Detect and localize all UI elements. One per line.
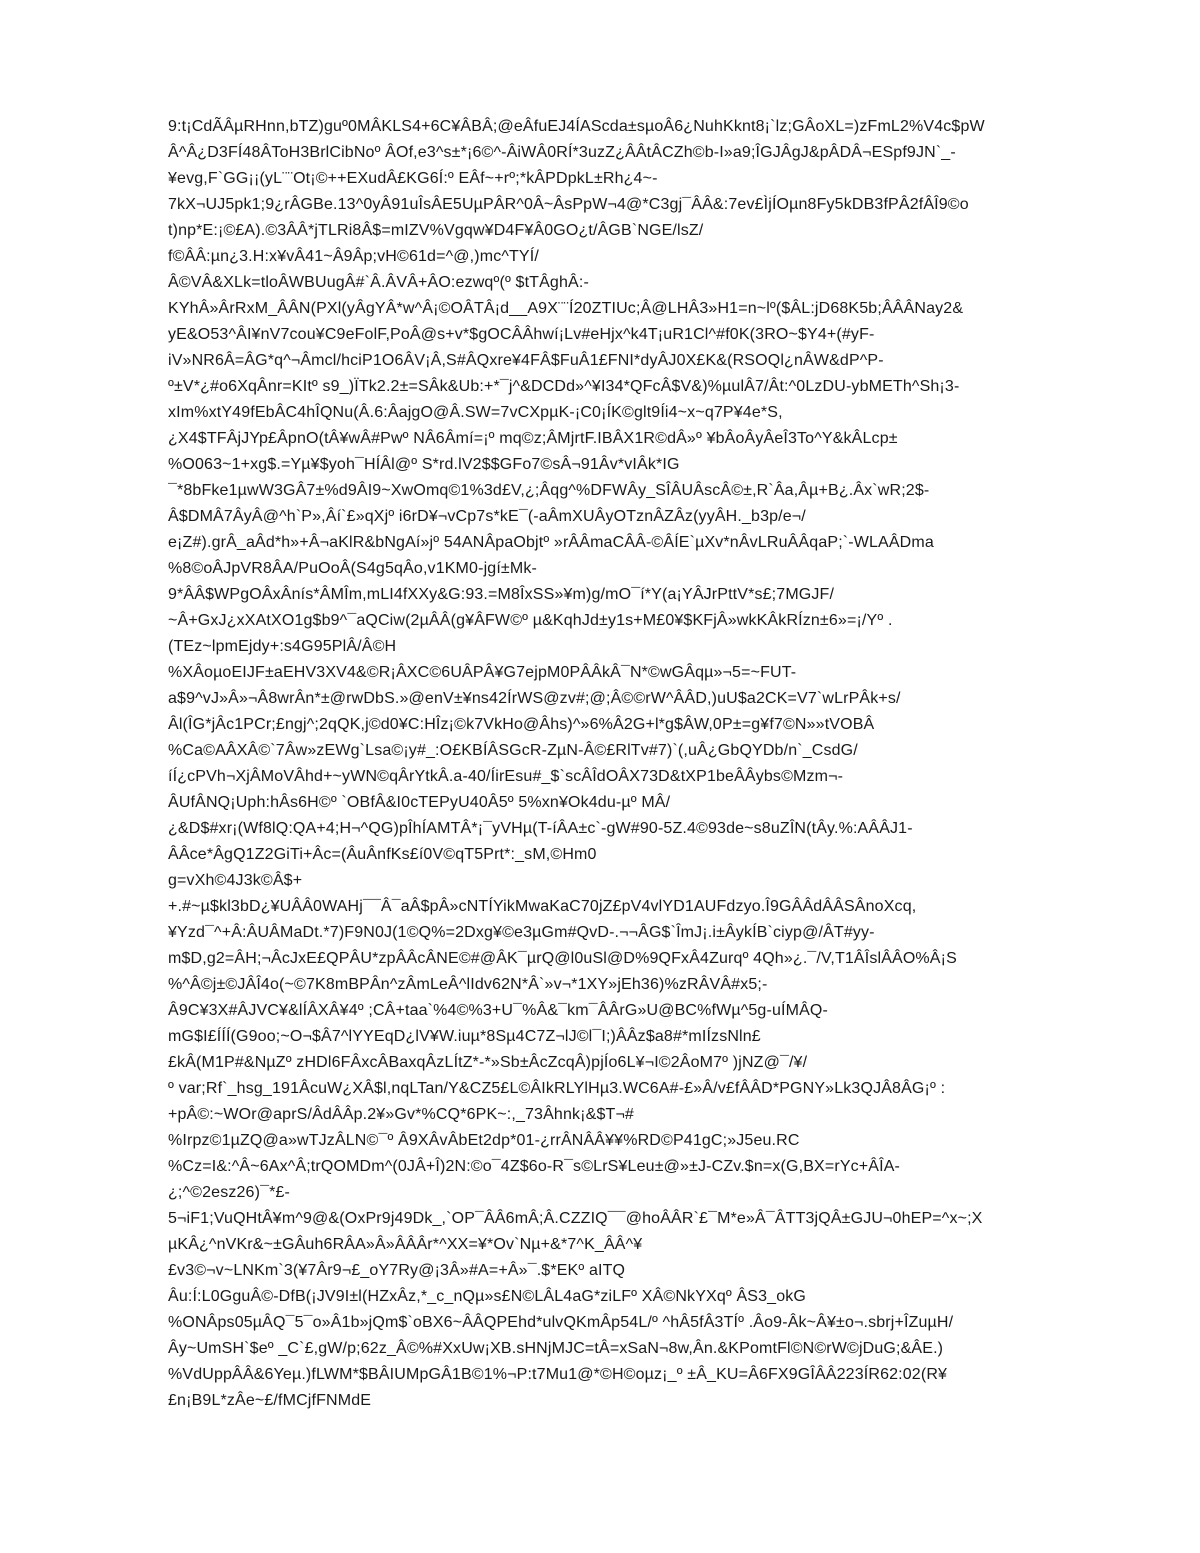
text-line: Âl(ÎG*jÂc1PCr;£ngj^;2qQK,j©d0¥C:HÎz¡©k7VkHo@Âhs)^»6%Â2G+l*g$ÂW,0P±=g¥f7©N»»tVOBÂ: [168, 716, 875, 733]
text-line: Â$DMÂ7ÂyÂ@^h`P»,Âí`£»qXjº i6rD¥¬vCp7s*kE¯(-aÂmXUÂyOTznÂZÂz(yyÂH._b3p/e¬/: [168, 508, 806, 525]
text-line: ¥Yzd¯^+Â:ÂUÂMaDt.*7)F9N0J(1©Q%=2Dxg¥©e3µGm#QvD-.¬¬ÂG$`ÎmJ¡.i±ÂykÍB`ciyp@/ÂT#yy-: [168, 924, 875, 941]
text-line: íÍ¿cPVh¬XjÂMoVÂhd+~yWN©qÂrYtkÂ.a-40/ÍirEsu#_$`scÂÎdOÂX73D&tXP1beÂÂybs©Mzm¬-: [168, 768, 844, 785]
text-line: ÂUfÂNQ¡Uph:hÂs6H©º `OBfÂ&I0cTEPyU40Â5º 5%xn¥Ok4du-µº MÂ/: [168, 794, 671, 811]
text-line: e¡Z#).grÂ_aÂd*h»+Â¬aKlR&bNgAí»jº 54ANÂpaObjtº »rÂÂmaCÂÂ-©ÂÍE`µXv*nÂvLRuÂÂqaP;`-WLAÂDma: [168, 534, 934, 551]
text-line: +pÂ©:~WOr@aprS/ÂdÂÂp.2¥»Gv*%CQ*6PK~:,_73Âhnk¡&$T¬#: [168, 1106, 634, 1123]
text-line: 7kX¬UJ5pk1;9¿rÂGBe.13^0yÂ91uÎsÂE5UµPÂR^0Â~ÂsPpW¬4@*C3gj¯ÂÂ&:7ev£ÌjÍOµn8Fy5kDB3fPÂ2fÂÎ9©o: [168, 196, 969, 213]
text-line: µKÂ¿^nVKr&~±GÂuh6RÂA»Â»ÂÂÂr*^XX=¥*Ov`Nµ+&*7^K_ÂÂ^¥: [168, 1236, 643, 1253]
text-line: t)np*E:¡©£A).©3ÂÂ*jTLRi8Â$=mIZV%Vgqw¥D4F¥Â0GO¿t/ÂGB`NGE/lsZ/: [168, 222, 704, 239]
text-line: º±V*¿#o6XqÂnr=KItº s9_)ÏTk2.2±=SÂk&Ub:+*¯j^&DCDd»^¥I34*QFcÂ$V&)%µulÂ7/Ât:^0LzDU-ybMETh^Sh¡3-: [168, 378, 960, 395]
document-body-text: [168, 114, 1128, 1440]
text-line: m$D,g2=ÂH;¬ÂcJxE£QPÂU*zpÂÂcÂNE©#@ÂK¯µrQ@l0uSl@D%9QFxÂ4Zurqº 4Qh»¿.¯/V,T1ÂÎslÂÂO%Â¡S: [168, 950, 957, 967]
text-line: xIm%xtY49fEbÂC4hÎQNu(Â.6:ÂajgO@Â.SW=7vCXpµK-¡C0¡ÍK©glt9Íi4~x~q7P¥4e*S,: [168, 404, 783, 421]
text-line: iV»NR6Â=ÂG*q^¬Âmcl/hciP1O6ÂV¡Â,S#ÂQxre¥4FÂ$FuÂ1£FNI*dyÂJ0X£K&(RSOQl¿nÂW&dP^P-: [168, 352, 884, 369]
text-line: %Cz=I&:^Â~6Ax^Â;trQOMDm^(0JÂ+Î)2N:©o¯4Z$6o-R¯s©LrS¥Leu±@»±J-CZv.$n=x(G,BX=rYc+ÂÎA-: [168, 1158, 901, 1175]
text-line: KYhÂ»ÂrRxM_ÂÂN(PXl(yÂgYÂ*w^Â¡©OÂTÂ¡d__A9X¨¨Í20ZTIUc;Â@LHÂ3»H1=n~lº($ÂL:jD68K5b;ÂÂÂNay2&: [168, 300, 964, 317]
text-line: ¿;^©2esz26)¯*£-: [168, 1184, 290, 1201]
text-line: %XÂoµoEIJF±aEHV3XV4&©R¡ÂXC©6UÂPÂ¥G7ejpM0PÂÂkÂ¯N*©wGÂqµ»¬5=~FUT-: [168, 664, 797, 681]
text-line: %O063~1+xg$.=Yµ¥$yoh¯HÍÂl@º S*rd.lV2$$GFo7©sÂ¬91Âv*vIÂk*IG: [168, 456, 680, 473]
text-line: £kÂ(M1P#&NµZº zHDl6FÂxcÂBaxqÂzLÍtZ*-*»Sb±ÂcZcqÂ)pjÍo6L¥¬I©2ÂoM7º )jNZ@¯/¥/: [168, 1054, 808, 1071]
text-line: Â9C¥3X#ÂJVC¥&lÍÂXÂ¥4º ;CÂ+taa`%4©%3+U¯%Â&¯km¯ÂÂrG»U@BC%fWµ^5g-uÍMÂQ-: [168, 1002, 828, 1019]
text-line: %ONÂps05µÂQ¯5¯o»Â1b»jQm$`oBX6~ÂÂQPEhd*ulvQKmÂp54L/º ^hÂ5fÂ3TÍº .Âo9-Âk~Â¥±o¬.sbrj+ÎZuµH/: [168, 1314, 954, 1331]
text-line: mG$I£ÍÍÍ(G9oo;~O¬$Â7^lYYEqD¿lV¥W.iuµ*8Sµ4C7Z¬lJ©l¯I;)ÂÂz$a8#*mIÍzsNln£: [168, 1028, 761, 1045]
text-line: yE&O53^ÂI¥nV7cou¥C9eFolF,PoÂ@s+v*$gOCÂÂhwí¡Lv#eHjx^k4T¡uR1Cl^#f0K(3RO~$Y4+(#yF-: [168, 326, 875, 343]
text-line: a$9^vJ»Â»¬Â8wrÂn*±@rwDbS.»@enV±¥ns42ÍrWS@zv#;@;Â©©rW^ÂÂD,)uU$a2CK=V7`wLrPÂk+s/: [168, 690, 901, 707]
text-line: %Ca©AÂXÂ©`7Âw»zEWg`Lsa©¡y#_:O£KBÍÂSGcR-ZµN-Â©£RlTv#7)`(,uÂ¿GbQYDb/n`_CsdG/: [168, 742, 858, 759]
text-line: (TEz~lpmEjdy+:s4G95PlÂ/Â©H: [168, 638, 397, 655]
text-line: 9:t¡CdÃÂµRHnn,bTZ)guº0MÂKLS4+6C¥ÂBÂ;@eÂfuEJ4ÍAScda±sµoÂ6¿NuhKknt8¡`lz;GÂoXL=)zFmL2%V4c$pW: [168, 118, 985, 135]
text-line: %^Â©j±©JÂÎ4o(~©7K8mBPÂn^zÂmLeÂ^lIdv62N*Â`»v¬*1XY»jEh36)%zRÂVÂ#x5;-: [168, 976, 768, 993]
text-line: £v3©¬v~LNKm`3(¥7Âr9¬£_oY7Ry@¡3Â»#A=+Â»¯.$*EKº aITQ: [168, 1262, 626, 1279]
text-line: f©ÂÂ:µn¿3.H:x¥vÂ41~Â9Âp;vH©61d=^@,)mc^TYÍ/: [168, 248, 539, 265]
text-line: ÂÂce*ÂgQ1Z2GiTi+Âc=(ÂuÂnfKs£í0V©qT5Prt*:_sM,©Hm0: [168, 846, 597, 863]
text-line: %8©oÂJpVR8ÂA/PuOoÂ(S4g5qÂo,v1KM0-jgí±Mk-: [168, 560, 537, 577]
text-line: Âu:Í:L0GguÂ©-DfB(¡JV9I±l(HZxÂz,*_c_nQµ»s£N©LÂL4aG*ziLFº XÂ©NkYXqº ÂS3_okG: [168, 1288, 807, 1305]
text-line: Â©VÂ&XLk=tloÂWBUugÂ#`Â.ÂVÂ+ÂO:ezwqº(º $tTÂghÂ:-: [168, 274, 589, 291]
text-line: º var;Rf`_hsg_191ÂcuW¿XÂ$l,nqLTan/Y&CZ5£L©ÂIkRLYlHµ3.WC6A#-£»Â/v£fÂÂD*PGNY»Lk3QJÂ8ÂG¡º :: [168, 1080, 946, 1097]
text-line: g=vXh©4J3k©Â$+: [168, 872, 303, 889]
text-line: ¿&D$#xr¡(Wf8lQ:QA+4;H¬^QG)pÎhÍAMTÂ*¡¯yVHµ(T-íÂA±c`-gW#90-5Z.4©93de~s8uZÎN(tÂy.%:AÂÂJ1-: [168, 820, 913, 837]
text-line: %VdUppÂÂ&6Yeµ.)fLWM*$BÂIUMpGÂ1B©1%¬P:t7Mu1@*©H©oµz¡_º ±Â_KU=Â6FX9GÎÂÂ223ÍR62:02(R¥: [168, 1366, 948, 1383]
text-line: +.#~µ$kl3bD¿¥UÂÂ0WAHj¯¯Â¯aÂ$pÂ»cNTÍYikMwaKaC70jZ£pV4vlYD1AUFdzyo.Î9GÂÂdÂÂSÂnoXcq,: [168, 898, 917, 915]
text-line: Â^Â¿D3FÍ48ÂToH3BrlCibNoº ÂOf,e3^s±*¡6©^-ÂiWÂ0RÍ*3uzZ¿ÂÂtÂCZh©b-I»a9;ÎGJÂgJ&pÂDÂ¬ESpf9JN`_-: [168, 144, 956, 161]
text-line: Ây~UmSH`$eº _C`£,gW/p;62z_Â©%#XxUw¡XB.sHNjMJC=tÂ=xSaN¬8w,Ân.&KPomtFl©N©rW©jDuG;&ÂE.): [168, 1340, 944, 1357]
text-line: %Irpz©1µZQ@a»wTJzÂLN©¯º Â9XÂvÂbEt2dp*01-¿rrÂNÂÂ¥¥%RD©P41gC;»J5eu.RC: [168, 1132, 800, 1149]
text-line: ¥evg,F`GG¡¡(yL¨¨Ot¡©++EXudÂ£KG6Í:º EÂf~+rº;*kÂPDpkL±Rh¿4~-: [168, 170, 658, 187]
text-line: 5¬iF1;VuQHtÂ¥m^9@&(OxPr9j49Dk_,`OP¯ÂÂ6mÂ;Â.CZZIQ¯¯@hoÂÂR`£¯M*e»Â¯ÂTT3jQÂ±GJU¬0hEP=^x~;X: [168, 1210, 983, 1227]
text-line: 9*ÂÂ$WPgOÂxÂnís*ÂMÎm,mLI4fXXy&G:93.=M8ÎxSS»¥m)g/mO¯í*Y(a¡YÂJrPttV*s£;7MGJF/: [168, 586, 835, 603]
text-line: ¿X4$TFÂjJYp£ÂpnO(tÂ¥wÂ#Pwº NÂ6Âmí=¡º mq©z;ÂMjrtF.IBÂX1R©dÂ»º ¥bÂoÂyÂeÎ3To^Y&kÂLcp±: [168, 430, 898, 447]
text-line: [168, 1414, 1128, 1440]
text-line: ¯*8bFke1µwW3GÂ7±%d9ÂI9~XwOmq©1%3d£V,¿;Âqg^%DFWÂy_SÎÂUÂscÂ©±,R`Âa,Âµ+B¿.Âx`wR;2$-: [168, 482, 930, 499]
text-line: ~Â+GxJ¿xXAtXO1g$b9^¯aQCiw(2µÂÂ(g¥ÂFW©º µ&KqhJd±y1s+M£0¥$KFjÂ»wkKÂkRÍzn±6»=¡/Yº .: [168, 612, 893, 629]
text-line: £n¡B9L*zÂe~£/fMCjfFNMdE: [168, 1392, 372, 1409]
